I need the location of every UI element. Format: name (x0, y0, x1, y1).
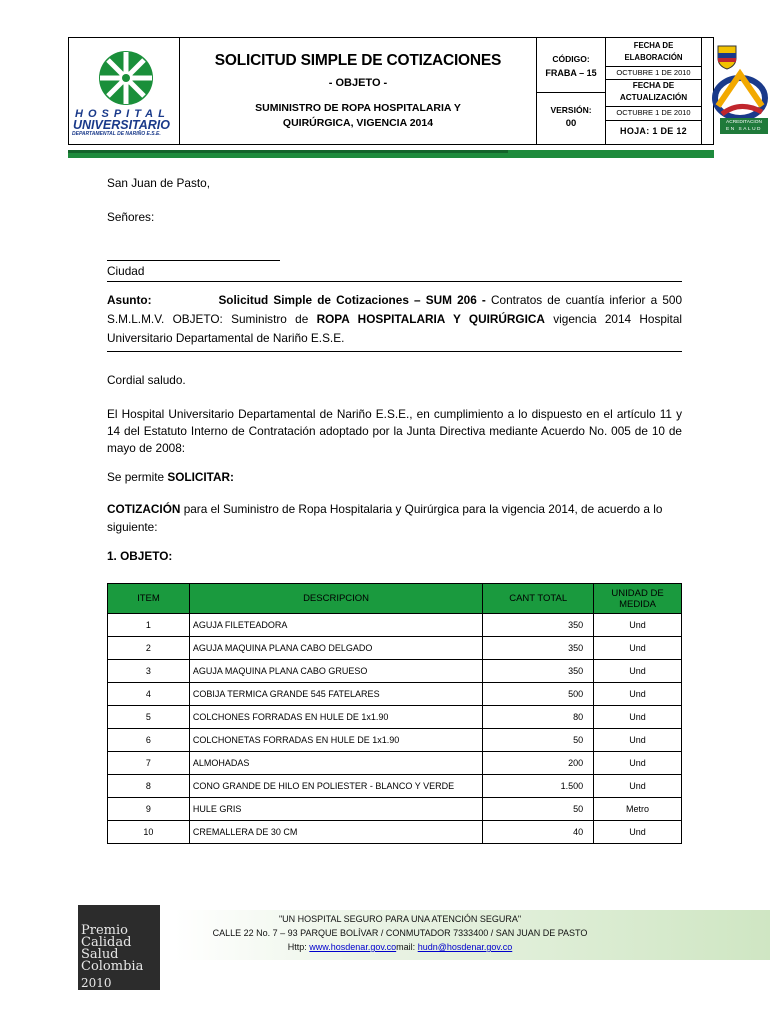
city-label: Ciudad (107, 264, 145, 278)
item-description: COLCHONETAS FORRADAS EN HULE DE 1x1.90 (189, 729, 482, 752)
asunto-bottom-rule (107, 351, 682, 352)
table-row (108, 660, 682, 683)
item-quantity: 80 (483, 706, 594, 729)
footer-slogan: "UN HOSPITAL SEGURO PARA UNA ATENCIÓN SEGURA" (278, 914, 522, 924)
place-date: San Juan de Pasto, (107, 176, 210, 190)
document-title: SOLICITUD SIMPLE DE COTIZACIONES (214, 52, 502, 69)
acreditacion-logo-icon (712, 68, 768, 123)
description-line2: QUIRÚRGICA, VIGENCIA 2014 (282, 117, 434, 129)
document-description (180, 101, 536, 131)
fecha-elaboracion-value: OCTUBRE 1 DE 2010 (616, 68, 691, 77)
item-unit: Und (594, 752, 682, 775)
header-green-bar (68, 150, 714, 158)
greeting: Cordial saludo. (107, 373, 186, 387)
footer-address: CALLE 22 No. 7 – 93 PARQUE BOLÍVAR / CONMUTADOR 7333400 / SAN JUAN DE PASTO (212, 928, 588, 938)
item-description: COBIJA TERMICA GRANDE 545 FATELARES (189, 683, 482, 706)
table-row (108, 729, 682, 752)
intro-paragraph: El Hospital Universitario Departamental de Nariño E.S.E., en cumplimiento a lo dispuesto en el artículo 11 y 14 del Estatuto Interno de Contratación adoptado por la Junta Directiva mediante Acuerdo No. 005 de 10 de mayo de 2008: (107, 407, 682, 455)
salutation: Señores: (107, 210, 155, 224)
hospital-name-line3: DEPARTAMENTAL DE NARIÑO E.S.E. (72, 131, 161, 137)
header-descripcion: DESCRIPCION (189, 584, 482, 614)
table-header-row (108, 584, 682, 614)
hospital-cross-logo-icon (91, 46, 161, 110)
acreditacion-label (720, 118, 768, 134)
website-link[interactable]: www.hosdenar.gov.co (309, 942, 397, 952)
objeto-label: - OBJETO - (328, 77, 388, 89)
permit-text: Se permite (107, 470, 165, 484)
premio-calidad-logo (78, 905, 160, 990)
table-row (108, 706, 682, 729)
item-description: COLCHONES FORRADAS EN HULE DE 1x1.90 (189, 706, 482, 729)
version-label: VERSIÓN: (550, 105, 592, 115)
permit-line (107, 469, 682, 486)
certification-cell (702, 38, 762, 144)
recipient-line (107, 260, 280, 261)
item-unit: Und (594, 683, 682, 706)
cert-label: ACREDITACION (726, 120, 762, 125)
section-heading: 1. OBJETO: (107, 549, 173, 563)
permit-bold: SOLICITAR: (167, 470, 234, 484)
item-number: 5 (108, 706, 190, 729)
header-cant-total: CANT TOTAL (483, 584, 594, 614)
item-quantity: 350 (483, 614, 594, 637)
item-number: 2 (108, 637, 190, 660)
asunto-text2: vigencia 2014 Hospital Universitario Departamental de Nariño E.S.E. (107, 312, 683, 345)
document-header (68, 37, 762, 145)
item-description: AGUJA MAQUINA PLANA CABO DELGADO (189, 637, 482, 660)
table-row (108, 637, 682, 660)
hoja-counter: HOJA: 1 DE 12 (620, 126, 687, 136)
item-number: 1 (108, 614, 190, 637)
item-unit: Und (594, 660, 682, 683)
asunto-bold: ROPA HOSPITALARIA Y QUIRÚRGICA (316, 312, 545, 326)
item-number: 10 (108, 821, 190, 844)
cotizacion-paragraph (107, 500, 682, 536)
fecha-elaboracion-label: FECHA DE ELABORACIÓN (624, 41, 683, 62)
item-number: 6 (108, 729, 190, 752)
hospital-logo-cell (69, 38, 180, 144)
hospital-name-line1: HOSPITAL (75, 108, 170, 120)
item-unit: Und (594, 821, 682, 844)
award-line2: Calidad (81, 935, 132, 950)
title-cell (180, 38, 537, 144)
item-number: 7 (108, 752, 190, 775)
item-quantity: 50 (483, 798, 594, 821)
description-line1: SUMINISTRO DE ROPA HOSPITALARIA Y (255, 102, 461, 114)
asunto-paragraph (107, 291, 682, 348)
cert-sub: EN SALUD (726, 127, 762, 132)
item-quantity: 1.500 (483, 775, 594, 798)
fecha-actualizacion-label: FECHA DE ACTUALIZACIÓN (619, 81, 688, 102)
item-quantity: 350 (483, 660, 594, 683)
item-description: CREMALLERA DE 30 CM (189, 821, 482, 844)
asunto-reference: Solicitud Simple de Cotizaciones – SUM 206 - (218, 293, 486, 307)
header-item: ITEM (108, 584, 190, 614)
item-number: 9 (108, 798, 190, 821)
item-description: AGUJA MAQUINA PLANA CABO GRUESO (189, 660, 482, 683)
item-unit: Und (594, 706, 682, 729)
table-row (108, 821, 682, 844)
item-number: 3 (108, 660, 190, 683)
item-number: 8 (108, 775, 190, 798)
award-year: 2010 (81, 976, 112, 990)
item-description: HULE GRIS (189, 798, 482, 821)
item-quantity: 500 (483, 683, 594, 706)
item-number: 4 (108, 683, 190, 706)
asunto-label: Asunto: (107, 293, 152, 307)
asunto-text1: Contratos de cuantía inferior a 500 S.M.L.M.V. OBJETO: Suministro de (107, 293, 683, 326)
item-unit: Und (594, 729, 682, 752)
item-quantity: 50 (483, 729, 594, 752)
item-unit: Und (594, 775, 682, 798)
codigo-value: FRABA – 15 (545, 68, 597, 78)
http-label: Http: (287, 942, 307, 952)
code-cell (537, 38, 606, 144)
item-quantity: 200 (483, 752, 594, 775)
dates-cell (606, 38, 702, 144)
footer-links (175, 942, 625, 952)
table-row (108, 798, 682, 821)
colombia-shield-icon (716, 44, 738, 70)
award-line1: Premio (81, 923, 128, 938)
item-description: ALMOHADAS (189, 752, 482, 775)
cotizacion-bold: COTIZACIÓN (107, 502, 181, 516)
cotizacion-text: para el Suministro de Ropa Hospitalaria y Quirúrgica para la vigencia 2014, de acuerdo a lo siguiente: (107, 502, 663, 534)
email-link[interactable]: hudn@hosdenar.gov.co (417, 942, 513, 952)
table-row (108, 614, 682, 637)
hospital-name-line2: UNIVERSITARIO (73, 118, 170, 132)
table-row (108, 752, 682, 775)
award-line4: Colombia (81, 959, 144, 974)
item-quantity: 350 (483, 637, 594, 660)
asunto-top-rule (107, 281, 682, 282)
header-unidad: UNIDAD DE MEDIDA (594, 584, 682, 614)
version-value: 00 (565, 118, 577, 129)
mail-label: mail: (396, 942, 416, 952)
items-table (107, 583, 682, 844)
item-unit: Und (594, 614, 682, 637)
item-unit: Metro (594, 798, 682, 821)
item-unit: Und (594, 637, 682, 660)
codigo-label: CÓDIGO: (552, 54, 590, 64)
table-row (108, 683, 682, 706)
item-description: AGUJA FILETEADORA (189, 614, 482, 637)
award-line3: Salud (81, 947, 119, 962)
table-row (108, 775, 682, 798)
fecha-actualizacion-value: OCTUBRE 1 DE 2010 (616, 108, 691, 117)
item-description: CONO GRANDE DE HILO EN POLIESTER - BLANCO Y VERDE (189, 775, 482, 798)
item-quantity: 40 (483, 821, 594, 844)
